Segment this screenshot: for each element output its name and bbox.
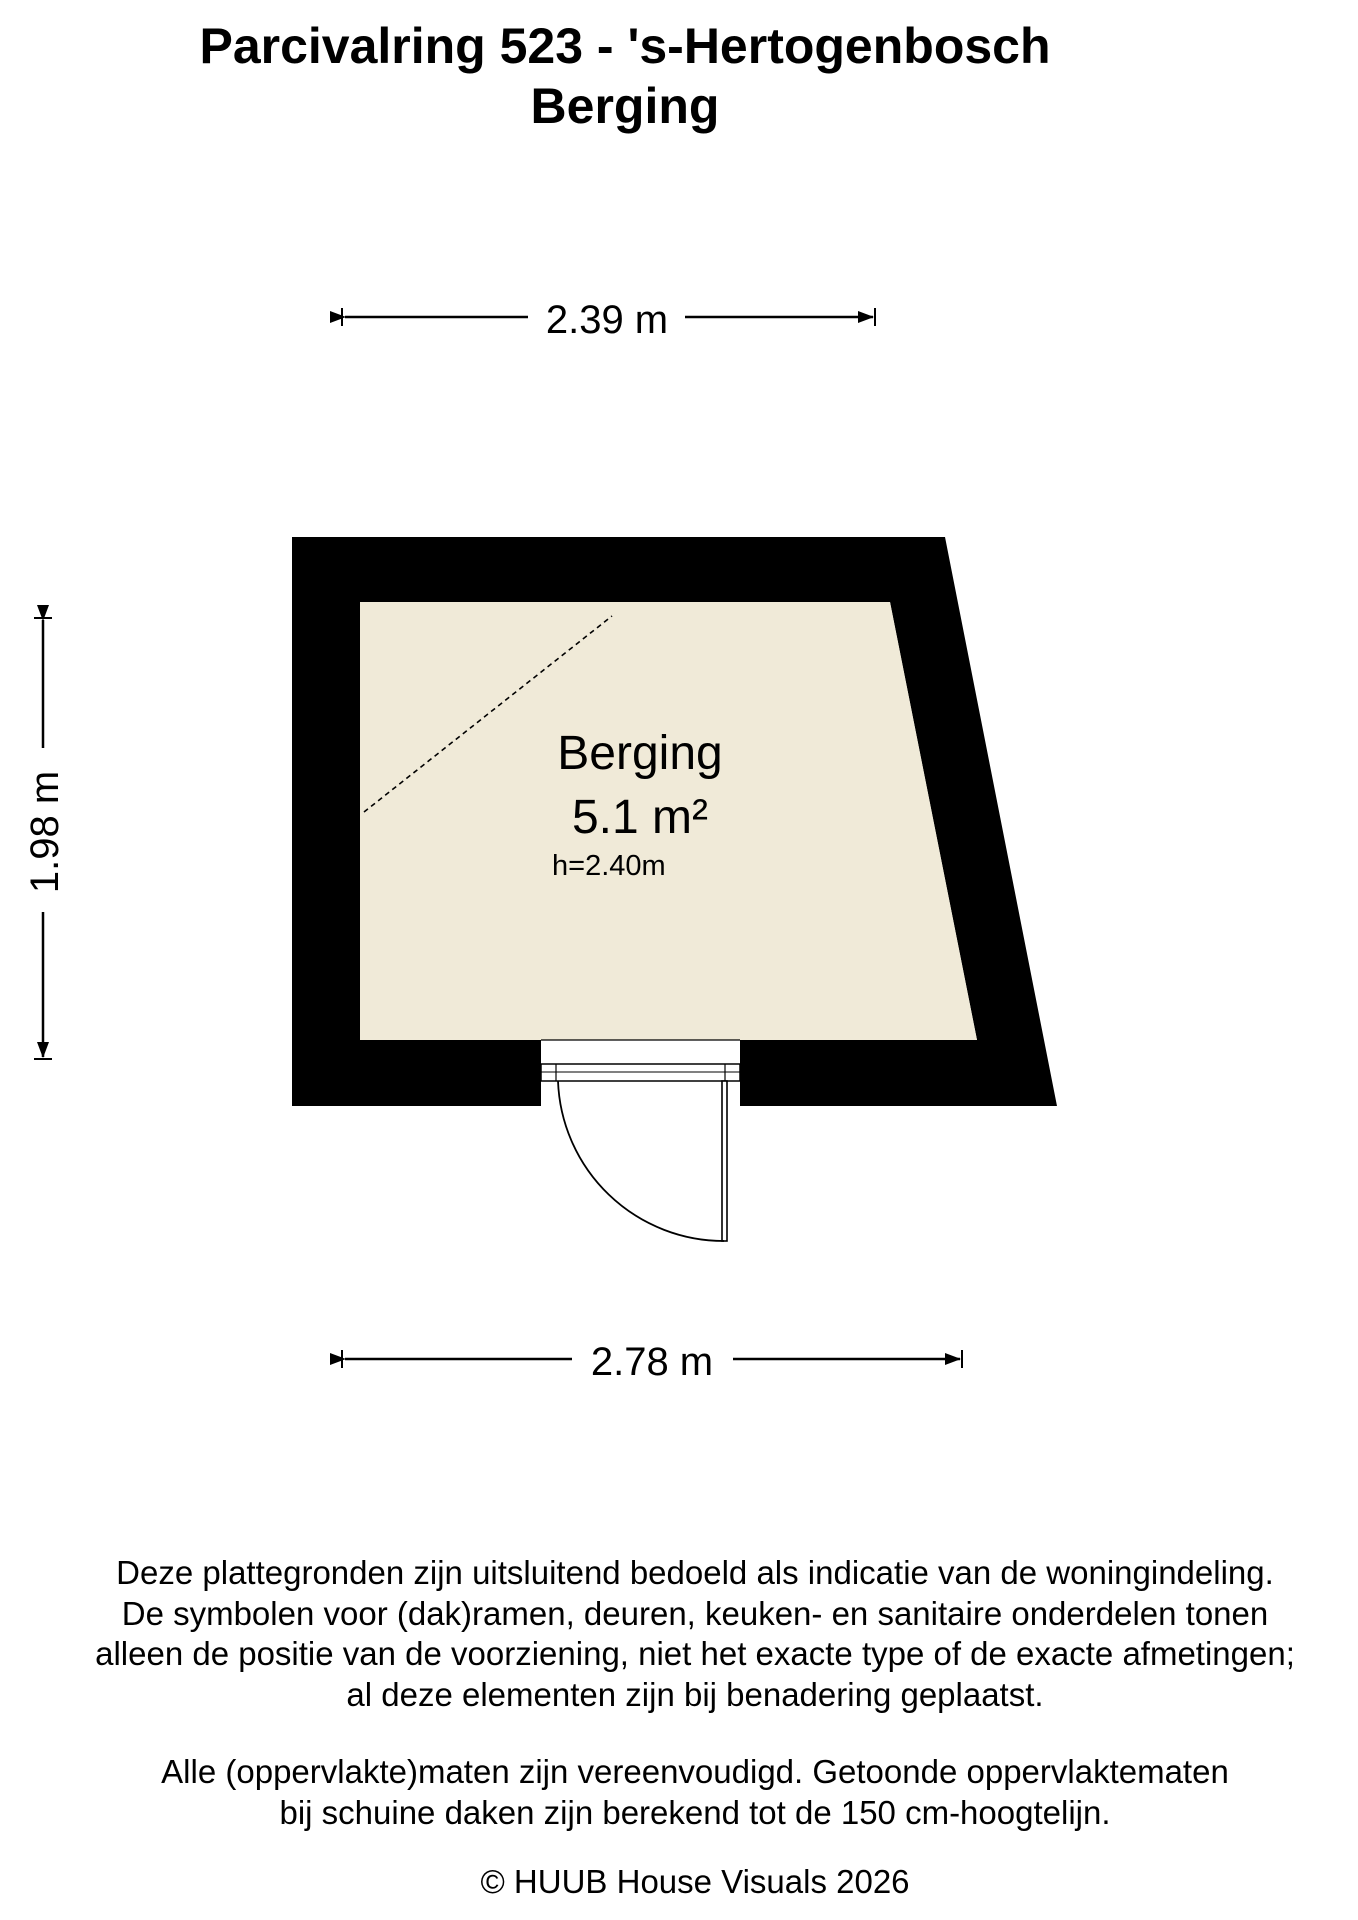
dimension-top-width	[342, 298, 875, 342]
dimension-left-label: 1.98 m	[23, 770, 67, 894]
room-name: Berging	[557, 727, 723, 780]
disclaimer-line: alleen de positie van de voorziening, niet het exacte type of de exacte afmetingen;	[95, 1635, 1295, 1672]
disclaimer-line: bij schuine daken zijn berekend tot de 150 cm-hoogtelijn.	[279, 1793, 1111, 1831]
door	[541, 1040, 740, 1241]
room-height: h=2.40m	[552, 850, 666, 882]
disclaimer-line: De symbolen voor (dak)ramen, deuren, keuken- en sanitaire onderdelen tonen	[121, 1594, 1269, 1632]
disclaimer-line: Deze plattegronden zijn uitsluitend bedoeld als indicatie van de woningindeling.	[116, 1554, 1274, 1591]
dimension-top-label: 2.39 m	[545, 298, 669, 342]
disclaimer-line: Alle (oppervlakte)maten zijn vereenvoudigd. Getoonde oppervlaktematen	[161, 1753, 1229, 1790]
disclaimer-paragraph-2	[0, 1752, 1358, 1833]
dimension-bottom-width	[342, 1340, 962, 1384]
copyright-notice: © HUUB House Visuals 2026	[480, 1863, 910, 1900]
dimension-bottom-label: 2.78 m	[590, 1340, 714, 1384]
room-area: 5.1 m²	[571, 791, 709, 844]
disclaimer-line: al deze elementen zijn bij benadering geplaatst.	[346, 1675, 1044, 1713]
door-leaf	[722, 1081, 727, 1241]
plan-title: Parcivalring 523 - 's-Hertogenbosch	[199, 18, 1051, 74]
disclaimer-paragraph-1	[0, 1553, 1358, 1715]
dimension-left-depth	[23, 618, 67, 1059]
plan-subtitle: Berging	[530, 78, 720, 134]
